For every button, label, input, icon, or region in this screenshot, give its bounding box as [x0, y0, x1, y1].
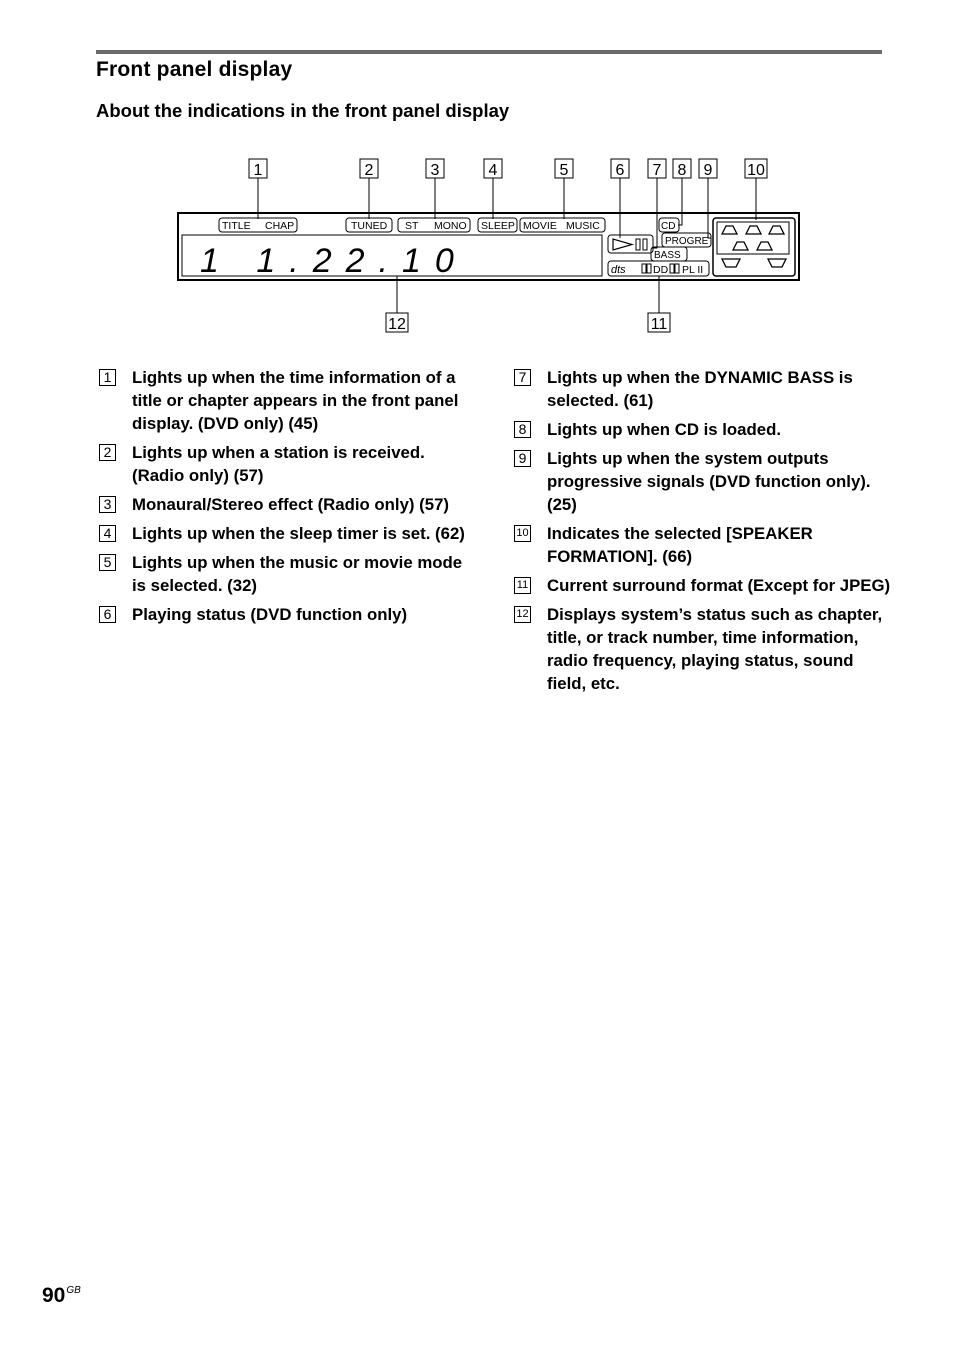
page-number-value: 90 [42, 1284, 66, 1307]
play-pause-icon [608, 235, 653, 253]
callout-label-11: 11 [650, 316, 668, 333]
item-text: Monaural/Stereo effect (Radio only) (57) [132, 495, 450, 514]
callout-label-8: 8 [677, 162, 687, 179]
page-number-suffix: GB [66, 1285, 81, 1296]
list-item [97, 551, 477, 597]
item-text: Current surround format (Except for JPEG) [547, 576, 891, 595]
item-number: 5 [99, 554, 116, 571]
indications-list-left [97, 366, 477, 632]
callout-label-7: 7 [652, 162, 662, 179]
item-text: Displays system’s status such as chapter, title, or track number, time information, radio frequency, playing status, sound field, etc. [547, 605, 883, 693]
list-item [97, 493, 477, 516]
item-text: Lights up when the music or movie mode is selected. (32) [132, 553, 463, 595]
list-item [512, 522, 892, 568]
indicator-dd: DD [653, 264, 669, 276]
list-item [97, 522, 477, 545]
callout-label-1: 1 [253, 162, 263, 179]
item-number: 6 [99, 606, 116, 623]
dolby-pl-icon [670, 264, 679, 273]
indicator-movie: MOVIE [523, 220, 557, 232]
callout-1 [249, 159, 267, 219]
indicator-bass: BASS [654, 250, 681, 261]
item-text: Lights up when the sleep timer is set. (62) [132, 524, 465, 543]
callout-5 [555, 159, 573, 219]
item-number: 10 [514, 525, 531, 542]
callout-label-2: 2 [364, 162, 374, 179]
list-item [97, 603, 477, 626]
callout-3 [426, 159, 444, 219]
list-item [512, 366, 892, 412]
item-text: Lights up when a station is received. (Radio only) (57) [132, 443, 425, 485]
list-item [512, 603, 892, 695]
item-text: Lights up when the DYNAMIC BASS is selected. (61) [547, 368, 853, 410]
indicator-tuned: TUNED [351, 220, 388, 232]
item-text: Playing status (DVD function only) [132, 605, 408, 624]
indicator-st: ST [405, 220, 419, 232]
callout-8 [673, 159, 691, 225]
callout-6 [611, 159, 629, 238]
item-number: 8 [514, 421, 531, 438]
indicator-cd: CD [661, 221, 676, 232]
indicator-chap: CHAP [265, 220, 295, 232]
list-item [512, 418, 892, 441]
indicator-sleep: SLEEP [481, 220, 515, 232]
item-number: 9 [514, 450, 531, 467]
indications-list-right [512, 366, 892, 701]
callout-label-4: 4 [488, 162, 498, 179]
dolby-dd-icon [642, 264, 651, 273]
speaker-formation-icon [713, 218, 795, 276]
callout-9 [699, 159, 717, 238]
item-number: 4 [99, 525, 116, 542]
item-number: 11 [514, 577, 531, 594]
indicator-music: MUSIC [566, 220, 600, 232]
item-number: 1 [99, 369, 116, 386]
callout-10 [745, 159, 767, 220]
list-item [512, 447, 892, 516]
page-number [42, 1284, 81, 1308]
callout-12 [386, 276, 408, 333]
indicator-progre: PROGRE [665, 236, 709, 247]
indicator-mono: MONO [434, 220, 467, 232]
item-number: 7 [514, 369, 531, 386]
callout-label-10: 10 [747, 162, 765, 179]
section-heading: Front panel display [96, 58, 293, 81]
segment-readout: 1 1.22.10 [200, 242, 468, 280]
item-text: Indicates the selected [SPEAKER FORMATION]. (66) [547, 524, 813, 566]
item-number: 2 [99, 444, 116, 461]
item-text: Lights up when the system outputs progressive signals (DVD function only). (25) [547, 449, 871, 514]
callout-11 [648, 276, 670, 333]
indicator-dts: dts [611, 264, 626, 276]
callout-label-3: 3 [430, 162, 440, 179]
item-text: Lights up when the time information of a title or chapter appears in the front panel display. (DVD only) (45) [132, 368, 459, 433]
callout-label-5: 5 [559, 162, 569, 179]
callout-2 [360, 159, 378, 219]
item-number: 3 [99, 496, 116, 513]
callout-label-9: 9 [703, 162, 713, 179]
indicator-pl2: PL II [682, 264, 704, 276]
subsection-heading: About the indications in the front panel display [96, 100, 510, 121]
list-item [512, 574, 892, 597]
callout-label-6: 6 [615, 162, 625, 179]
list-item [97, 366, 477, 435]
callout-4 [484, 159, 502, 219]
callout-label-12: 12 [388, 316, 406, 333]
indicator-title: TITLE [222, 220, 251, 232]
front-panel-diagram [0, 0, 954, 345]
list-item [97, 441, 477, 487]
item-text: Lights up when CD is loaded. [547, 420, 782, 439]
item-number: 12 [514, 606, 531, 623]
